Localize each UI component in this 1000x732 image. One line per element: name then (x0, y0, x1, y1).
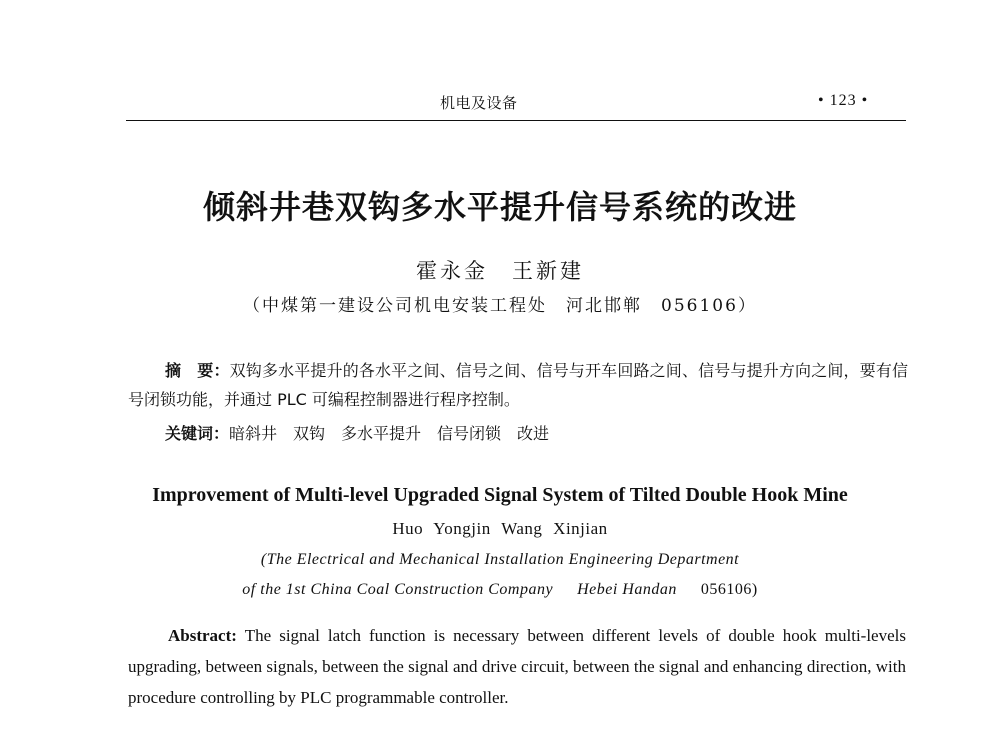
paper-title-en: Improvement of Multi-level Upgraded Signal System of Tilted Double Hook Mine (152, 484, 848, 506)
header-rule (126, 120, 906, 121)
keywords-cn-text: 暗斜井 双钩 多水平提升 信号闭锁 改进 (229, 424, 550, 443)
authors-cn: 霍永金 王新建 (416, 259, 584, 283)
running-header-section: 机电及设备 (440, 94, 518, 112)
keywords-cn-label: 关键词： (165, 424, 230, 443)
authors-en: Huo Yongjin Wang Xinjian (392, 519, 608, 538)
abstract-cn-label: 摘 要： (165, 361, 230, 380)
affiliation-en-line-1: (The Electrical and Mechanical Installation Engineering Department (260, 551, 740, 568)
affiliation-cn: （中煤第一建设公司机电安装工程处 河北邯郸 056106） (243, 296, 757, 316)
abstract-cn (128, 356, 908, 414)
affiliation-en-line-2 (0, 581, 1000, 599)
abstract-en-label: Abstract: (168, 626, 237, 645)
affiliation-en-code: 056106) (700, 581, 758, 598)
keywords-cn (128, 419, 945, 448)
abstract-en (128, 620, 906, 713)
abstract-en-text: The signal latch function is necessary between different levels of double hook multi-levels upgrading, between signals, between the signal and drive circuit, between the signal and enhancing direction, with procedure controlling by PLC programmable controller. (128, 626, 906, 707)
paper-title-cn: 倾斜井巷双钩多水平提升信号系统的改进 (202, 188, 797, 226)
abstract-cn-text: 双钩多水平提升的各水平之间、信号之间、信号与开车回路之间、信号与提升方向之间，要有信号闭锁功能，并通过 PLC 可编程控制器进行程序控制。 (128, 361, 908, 409)
running-header-page-number: • 123 • (818, 92, 869, 109)
affiliation-en-place: Hebei Handan (577, 581, 677, 598)
affiliation-en-org: of the 1st China Coal Construction Company (242, 581, 554, 598)
